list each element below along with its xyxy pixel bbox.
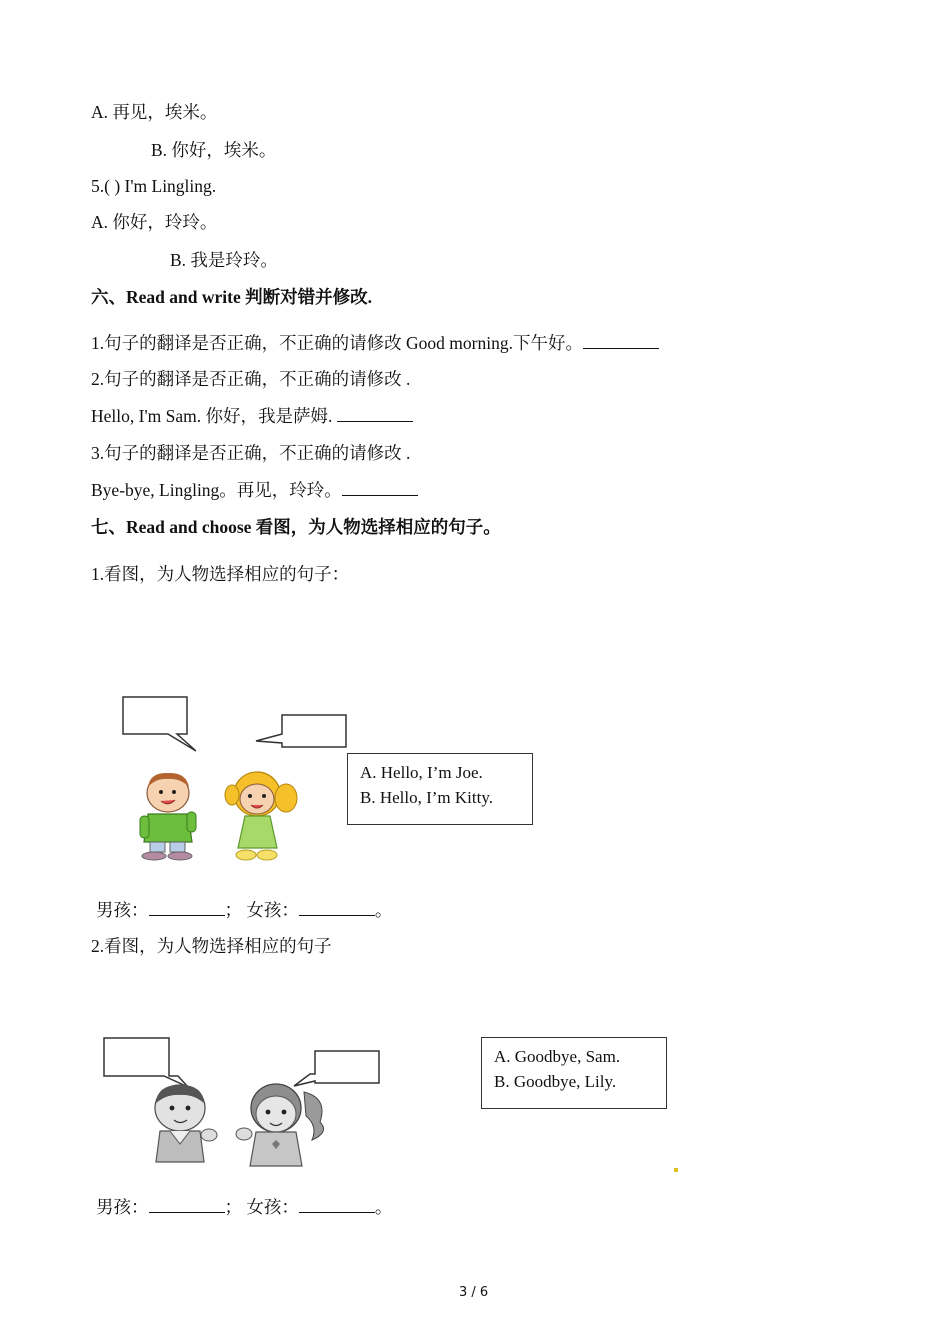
- section7-item2-prompt: 2.看图，为人物选择相应的句子: [91, 936, 332, 956]
- answer-blank[interactable]: [583, 332, 659, 349]
- section6-item3-prompt: 3.句子的翻译是否正确，不正确的请修改 .: [91, 443, 411, 463]
- boy-label: 男孩：: [96, 1197, 149, 1217]
- section6-item2-sentence: Hello, I'm Sam. 你好，我是萨姆.: [91, 406, 333, 426]
- options-box-1: [347, 753, 533, 825]
- girl-label: 女孩：: [246, 1197, 299, 1217]
- speech-bubble-girl: [256, 715, 346, 747]
- separator: ；: [224, 1197, 242, 1217]
- option-a: A. Hello, I’m Joe.: [360, 763, 483, 782]
- end-mark: 。: [374, 1197, 393, 1217]
- q4-option-a: A. 再见，埃米。: [91, 102, 218, 122]
- option-a: A. Goodbye, Sam.: [494, 1047, 621, 1066]
- answer-line-2: [96, 1196, 392, 1218]
- section6-item2-prompt: 2.句子的翻译是否正确，不正确的请修改 .: [91, 369, 411, 389]
- stray-dot: [674, 1168, 678, 1172]
- options-box-2: [481, 1037, 667, 1109]
- answer-blank[interactable]: [337, 405, 413, 422]
- section6-item3-sentence: Bye-bye, Lingling。再见，玲玲。: [91, 480, 342, 500]
- boy-answer-blank[interactable]: [149, 1196, 225, 1213]
- boy-figure: [140, 773, 196, 860]
- answer-line-1: [96, 899, 392, 921]
- boy-figure: [155, 1085, 217, 1162]
- boy-answer-blank[interactable]: [149, 899, 225, 916]
- q5-option-b: B. 我是玲玲。: [170, 250, 278, 270]
- picture-1-boy-and-girl: [110, 690, 360, 870]
- option-b: B. Goodbye, Lily.: [494, 1072, 617, 1091]
- option-b: B. Hello, I’m Kitty.: [360, 788, 493, 807]
- girl-figure: [236, 1084, 324, 1166]
- girl-figure: [225, 772, 297, 860]
- section6-item1-text: 1.句子的翻译是否正确，不正确的请修改 Good morning.下午好。: [91, 333, 583, 353]
- section7-item1-prompt: 1.看图，为人物选择相应的句子：: [91, 564, 350, 584]
- page-number: 3 / 6: [459, 1285, 489, 1300]
- answer-blank[interactable]: [342, 479, 418, 496]
- section6-item3: [91, 479, 418, 501]
- q4-option-b: B. 你好，埃米。: [151, 140, 277, 160]
- girl-label: 女孩：: [246, 900, 299, 920]
- girl-answer-blank[interactable]: [299, 1196, 375, 1213]
- q5-stem: 5.( ) I'm Lingling.: [91, 176, 217, 196]
- separator: ；: [224, 900, 242, 920]
- q5-option-a: A. 你好，玲玲。: [91, 212, 218, 232]
- section7-heading: 七、Read and choose 看图，为人物选择相应的句子。: [91, 517, 501, 537]
- boy-label: 男孩：: [96, 900, 149, 920]
- section6-item1: [91, 332, 659, 354]
- section6-heading: 六、Read and write 判断对错并修改.: [91, 287, 372, 307]
- picture-2-boy-and-girl: [98, 1032, 388, 1172]
- girl-answer-blank[interactable]: [299, 899, 375, 916]
- speech-bubble-boy: [104, 1038, 188, 1087]
- speech-bubble-girl: [294, 1051, 379, 1086]
- end-mark: 。: [374, 900, 393, 920]
- speech-bubble-boy: [123, 697, 196, 751]
- section6-item2: [91, 405, 413, 427]
